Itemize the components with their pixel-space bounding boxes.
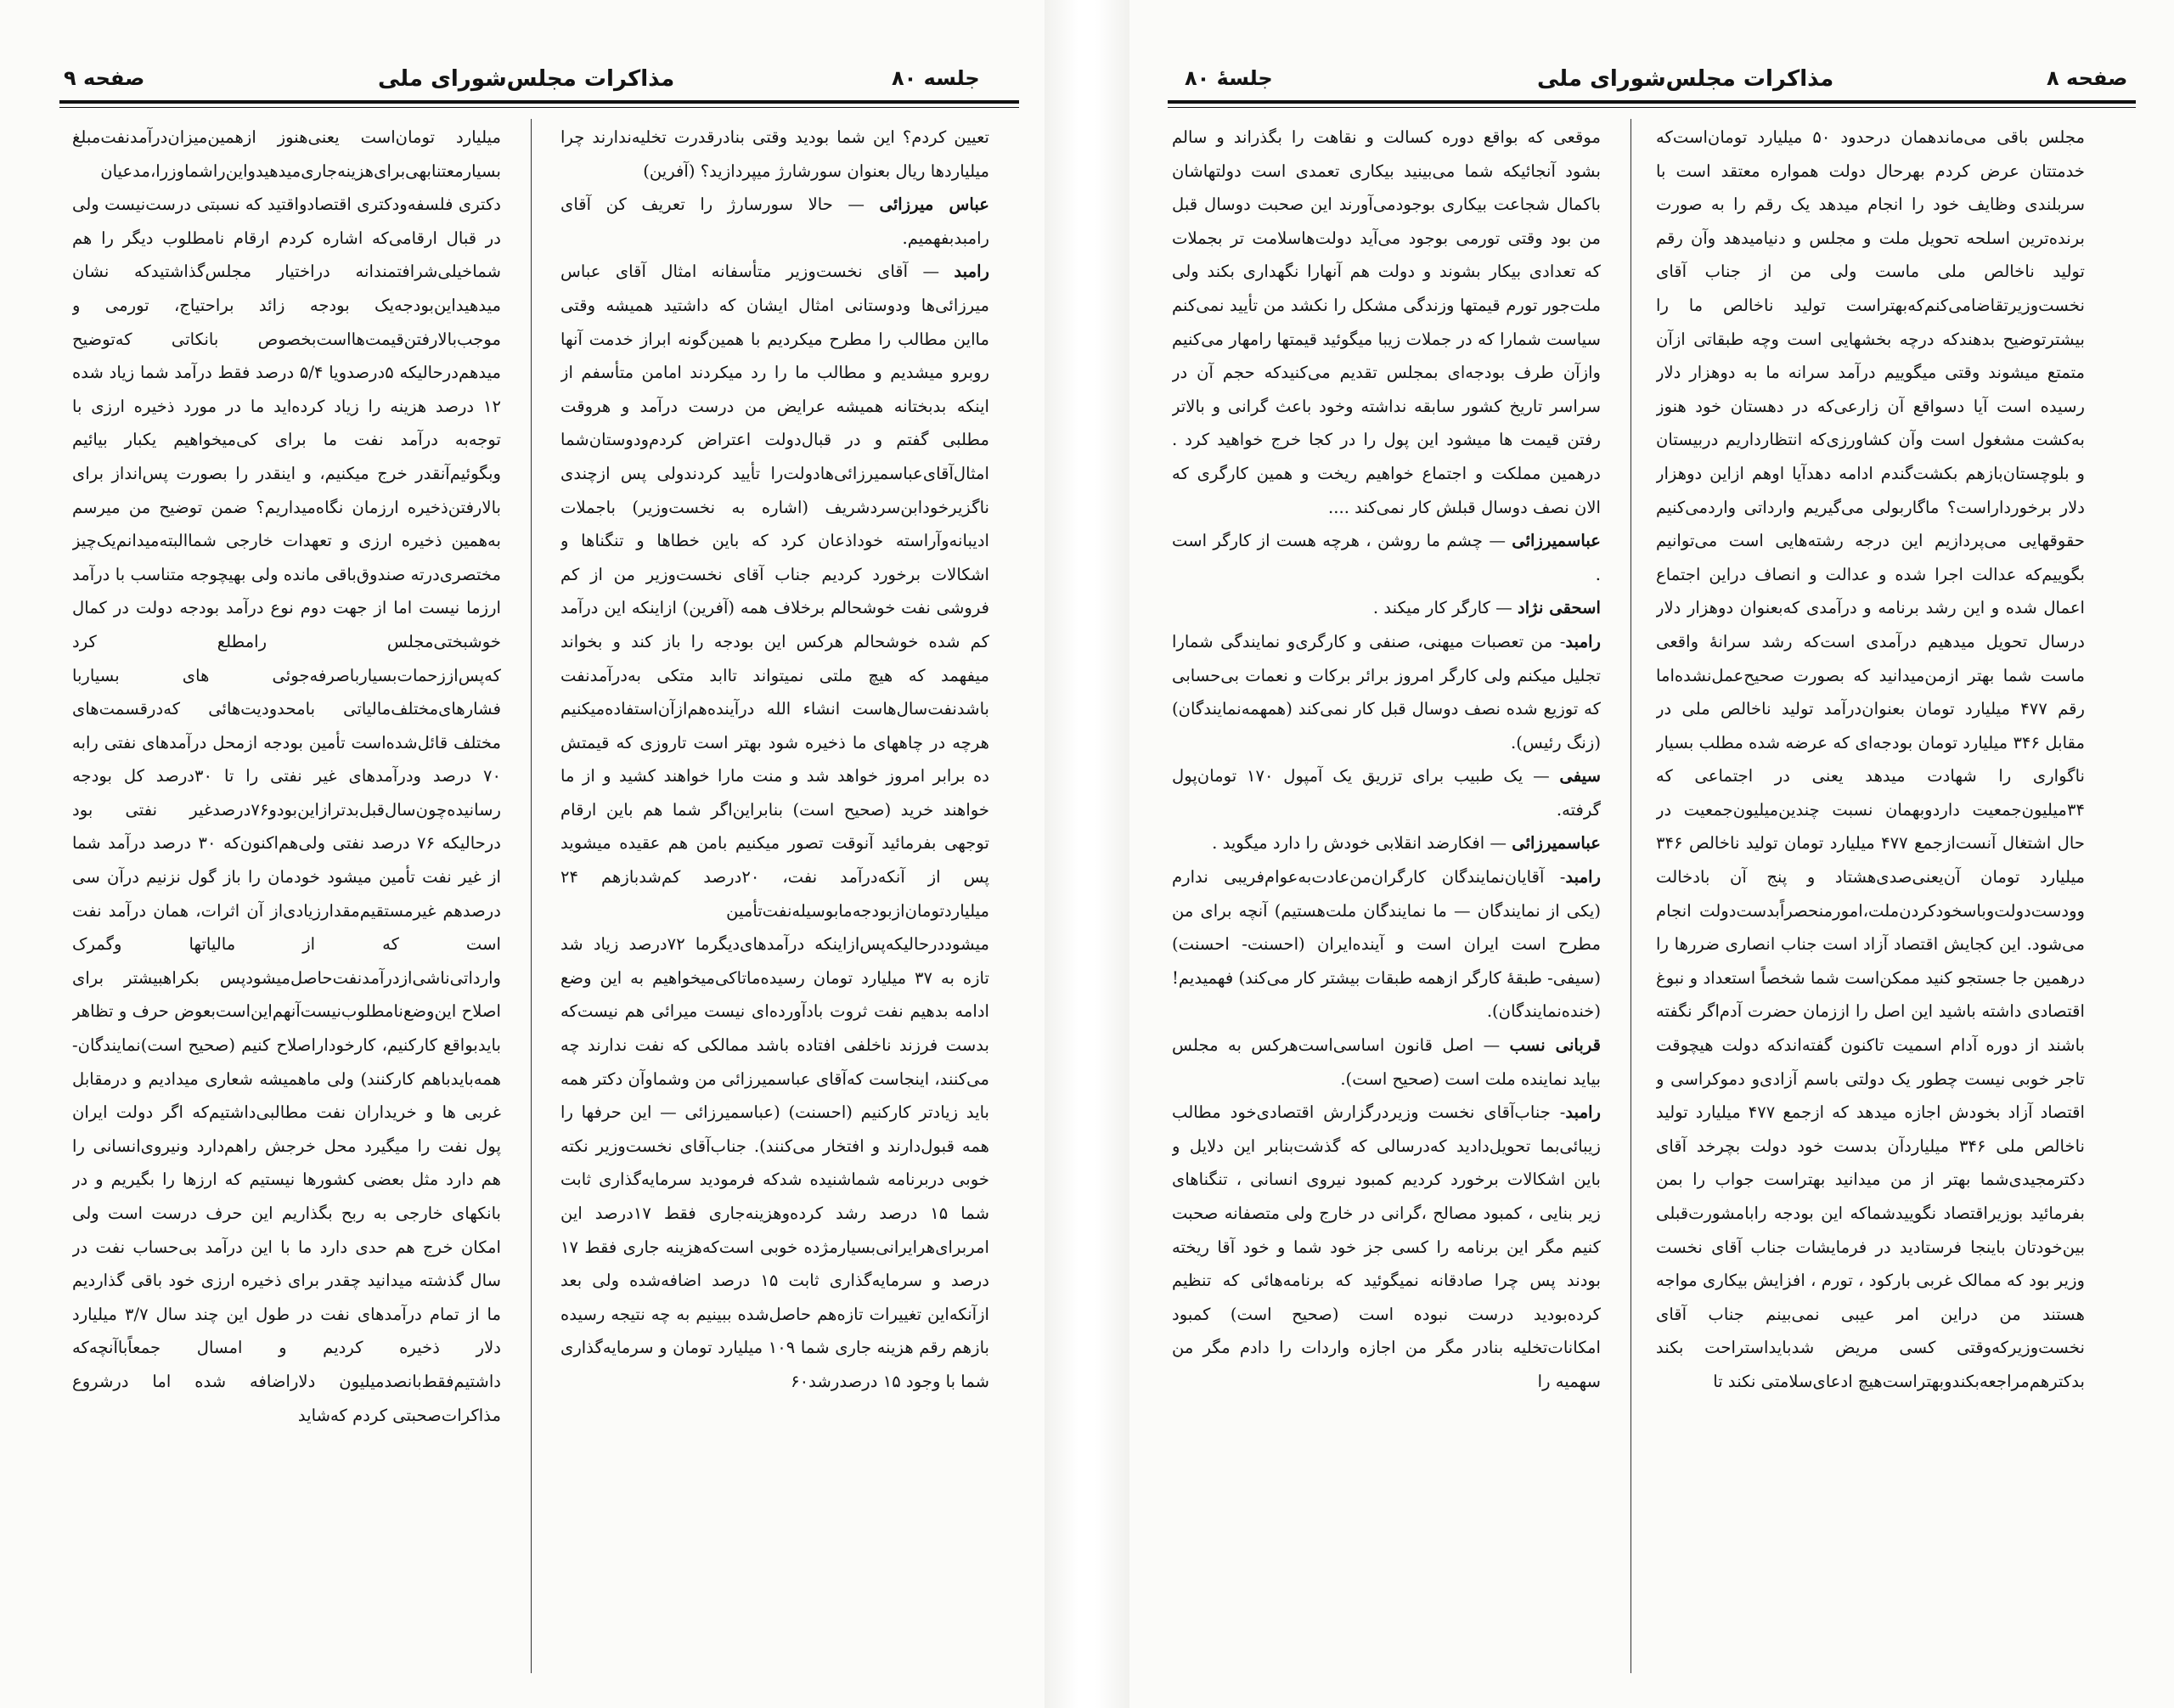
paragraph bbox=[560, 188, 989, 255]
paragraph bbox=[72, 121, 501, 1432]
paragraph-text: تعیین کردم؟ این شما بودید وقتی بنادرقدرت تخلیه‌ندارند چرا میلیاردها ریال بعنوان سورشارژ میپردازید؟ (آفرین) bbox=[560, 127, 989, 181]
paragraph-text: — حالا سورسارژ را تعریف کن آقای رامبدبفهمیم. bbox=[560, 194, 989, 248]
speaker-name: عباسمیرزائی bbox=[1512, 833, 1601, 854]
header-rule bbox=[1168, 100, 2136, 104]
paragraph-text: - جناب‌آقای نخست وزیردرگزارش اقتصادی‌خود مطالب زیبائی‌بما تحویل‌دادید که‌درسالی که گذشت‌بنابر این دلایل و باین اشکالات برخورد کردیم کمبود نیروی انسانی ، تنگناهای زیر بنایی ، کمبود مصالح ،گرانی در خارج ولی متصفانه صحبت کنیم مگر این برنامه را کسی جز خود شما و خود آقا ریخته بودند پس چرا صادقانه نمیگوئید که برنامه‌هائی که تنظیم کرده‌بودید درست نبوده است (صحیح است) کمبود امکانات‌تخلیه بنادر مگر من اجازه واردات را دادم مگر من سهمیه را bbox=[1172, 1102, 1601, 1391]
paragraph-text: مجلس باقی می‌ماندهمان درحدود ۵۰ میلیارد تومان‌است‌که خدمتتان عرض کردم بهرحال دولت همواره معتقد است با سربلندی وظایف خود را انجام میدهد یک رقم را به صورت برنده‌ترین اسلحه تحویل ملت و مجلس و دنیامیدهد وآن رقم تولید ناخالص ملی ماست ولی من از جناب آقای نخست‌وزیرتقاضامی‌کنم‌که‌بهتراست تولید ناخالص ما را بیشترتوضیح بدهند‌که درچه بخشهایی است وچه طبقاتی ازآن متمتع میشوند وقتی میگوییم درآمد سرانه ما به دوهزار دلار رسیده است آیا دسواقع آن زارعی‌که در دهستان خود هنوز به‌کشت مشغول است وآن کشاورزی‌که انتظارداریم دربیستان و بلوچستان‌بازهم بکشت‌گندم ادامه دهدآیا اوهم ازاین دوهزار دلار برخورداراست؟ ماگاربولی می‌گیریم وارداتی واردمی‌کنیم حقوقهایی می‌پردازیم این درجه رشته‌هایی است می‌توانیم بگوییم‌که عدالت اجرا شده و عدالت و انصاف دراین اجتماع اعمال شده و این رشد برنامه و درآمدی که‌بعنوان دوهزار دلار درسال تحویل میدهیم درآمدی است‌که رشد سرانهٔ واقعی ماست شما بهتر ازمن‌میدانید که بصورت صحیح‌عمل‌نشده‌اما رقم ۴۷۷ میلیارد تومان بعنوان‌درآمد تولید ناخالص ملی در مقابل ۳۴۶ میلیارد تومان بودجه‌ای که عرضه شده مطلب بسیار ناگواری را شهادت میدهد یعنی در اجتماعی که ۳۴میلیون‌جمعیت دارد‌و‌بهمان نسبت چندین‌میلیون‌جمعیت در حال اشتغال آنست‌ازجمع ۴۷۷ میلیارد تومان تولید ناخالص ۳۴۶ میلیارد تومان آن‌یعنی‌صدی‌هشتاد و پنج آن بادخالت وودست‌دولت‌و‌باسخود‌کردن‌ملت،امور‌منحصراً‌بدست‌دولت انجام می‌شود. این کجایش اقتصاد آزاد است جناب انصاری ضررها را درهمین جا جستجو کنید ممکن‌است شما شخصاً استعداد و نبوغ اقتصادی داشته باشید این اصل را اززمان حضرت آدم‌اگر نگفته باشند از دوره آدام اسمیت تاکنون گفته‌اندکه دولت هیچوقت تاجر خوبی نیست چطور یک دولتی باسم آزادی‌و دموکراسی و اقتصاد آزاد بخودش اجازه میدهد که ازجمع ۴۷۷ میلیارد تولید ناخالص ملی ۳۴۶ میلیاردآن بدست خود دولت بچرخد آقای دکترمجیدی‌شما بهتر از من میدانید بهتراست جواب را بمن بفرمائید بوزیراقتصاد نگوییدشماکه این بودجه رابامشورت‌قبلی بین‌خودتان باینجا فرستادید در فرمایشات جناب آقای نخست وزیر بود که ممالک غربی بارکود ، تورم ، افزایش بیکاری مواجه هستند من دراین امر عیبی نمی‌بینم جناب آقای نخست‌وزیرکه‌وقتی کسی مریض شدبایداستراحت بکند بدکترهم‌مراجعه‌بکندو‌بهتراست‌هیچ ادعای‌سلامتی نکند تا bbox=[1656, 127, 2085, 1391]
speaker-name: رامبد bbox=[1565, 631, 1601, 651]
journal-title: مذاکرات مجلس‌شورای ملی bbox=[378, 66, 675, 92]
speaker-name: اسحقی نژاد bbox=[1517, 598, 1601, 618]
session-number: جلسهٔ ۸۰ bbox=[1185, 66, 1273, 90]
speaker-name: عباسمیرزائی bbox=[1512, 531, 1601, 551]
paragraph-text: — افکار‌ضد انقلابی خودش را دارد میگوید . bbox=[1212, 833, 1512, 854]
right-page bbox=[1129, 0, 2174, 1708]
text-column-right bbox=[560, 121, 989, 1683]
column-divider bbox=[1630, 119, 1631, 1673]
paragraph-text: — اصل قانون اساسی‌است‌هرکس به مجلس بیاید نماینده ملت است (صحیح است). bbox=[1172, 1035, 1601, 1089]
paragraph-text: — چشم ما روشن ، هرچه هست از کارگر است . bbox=[1172, 531, 1601, 584]
header-rule bbox=[59, 100, 1019, 104]
paragraph bbox=[1172, 826, 1601, 860]
page-label: صفحه ۸ bbox=[2047, 66, 2128, 90]
left-page bbox=[0, 0, 1045, 1708]
paragraph-text: — کارگر کار میکند . bbox=[1372, 598, 1518, 618]
header-rule-thin bbox=[59, 107, 1019, 108]
paragraph bbox=[560, 121, 989, 188]
paragraph bbox=[1172, 524, 1601, 591]
paragraph bbox=[1172, 1096, 1601, 1398]
speaker-name: رامبد bbox=[954, 262, 989, 282]
speaker-name: رامبد bbox=[1565, 1102, 1601, 1123]
paragraph bbox=[1172, 121, 1601, 524]
paragraph-text: موقعی که بواقع دوره کسالت و نقاهت را بگذراند و سالم بشود آنجائیکه شما می‌بینید بیکاری تعمدی است دولتهاشان باکمال شجاعت بیکاری بوجودمی‌آورند این صحبت دوسال قبل من بود وقتی تورمی بوجود می‌آید دولت‌هاسلامت تر بجملات که تعدادی بیکار بشوند و دولت هم آنهارا نگهداری بکند ولی ملت‌جور تورم قیمتها وزندگی مشکل را نکشد من تأیید نمی‌کنم سیاست شمارا که در جملات زیبا میگوئید قیمتها رامهار می‌کنیم وازآن طرف بودجه‌ای بمجلس تقدیم می‌کنید‌که حجم آن در سراسر تاریخ کشور سابقه نداشته وخود باعث گرانی و بالاتر رفتن قیمت ها میشود این پول را در کجا خرج خواهید کرد . درهمین مملکت و اجتماع خواهیم ریخت و همین کارگری که الان نصف دوسال قبلش کار نمی‌کند .... bbox=[1172, 127, 1601, 517]
text-column-right bbox=[1656, 121, 2085, 1683]
speaker-name: رامبد bbox=[1565, 867, 1601, 888]
column-divider bbox=[531, 119, 532, 1673]
paragraph-text: - آقایان‌نمایندگان کارگران‌من‌عادت‌به‌عوام‌فریبی ندارم (یکی از نمایندگان — ما نمایندگان ملت‌هستیم) آنچه برای من مطرح است ایران است و آینده‌ایران (احسنت- احسنت) (سیفی- طبقهٔ کارگر ازهمه طبقات بیشتر کار می‌کند) فهمیدیم!(خنده‌نمایندگان). bbox=[1172, 867, 1601, 1022]
paragraph bbox=[1172, 591, 1601, 625]
text-column-left bbox=[72, 121, 501, 1683]
paragraph bbox=[1172, 625, 1601, 759]
speaker-name: قربانی نسب bbox=[1509, 1035, 1601, 1056]
speaker-name: سیفی bbox=[1559, 766, 1601, 786]
header-rule-thin bbox=[1168, 107, 2136, 108]
paragraph-text: — یک طبیب برای تزریق یک آمپول ۱۷۰ تومان‌پول گرفته. bbox=[1172, 766, 1601, 820]
paragraph-text: — آقای نخست‌وزیر متأسفانه امثال آقای عباس میرزائی‌ها ودوستانی امثال ایشان که داشتید همیشه وقتی مااین مطالب را مطرح میکردیم با همین‌گونه ابراز خدمت آنها روبرو میشدیم و مطالب ما را رد میکردند امامن متأسفم از اینکه بدبختانه همیشه عرایض من درست درآمد و هروقت مطلبی گفتم و در قبال‌دولت اعتراض کردم‌ودوستان‌شما امثال‌آقای‌عباسمیرزائی‌هادولت‌را تأیید کردندولی پس ازچندی ناگزیرخودابن‌سردشریف (اشاره به نخست‌وزیر) باجملات ادیبانه‌وآراسته خوداذعان کرد که باین خطاها و تنگناها و اشکالات برخورد کردیم جناب آقای نخست‌وزیر من از کم فروشی نفت خوشحالم برخلاف همه (آفرین) ازاینکه این درآمد کم شده خوشحالم هرکس این بودجه را باز کند و بخواند میفهمد که هیچ ملتی نمیتواند تاابد متکی به‌درآمدنفت باشدنفت‌سال‌ها‌ست انشاء الله درآینده‌هم‌ازآن‌استفاده‌میکنیم هرچه در چاههای ما ذخیره شود بهتر است تاروزی که قیمتش ده برابر امروز خواهد شد و منت مارا خواهند کشید و از ما خواهند خرید (صحیح است) بنابراین‌اگر شما هم باین ارقام توجهی بفرمائید آنوقت تصور میکنیم بامن هم عقیده میشوید پس از آنکه‌درآمد نفت، ۲۰درصد کم‌شد‌باز‌هم ۲۴ میلیاردتومان‌ازبودجه‌مابوسیله‌نفت‌تأمین میشودد‌رحالیکه‌پس‌ازاینکه درآمدهای‌دیگرما ۷۲درصد زیاد شد تازه به ۳۷ میلیارد تومان رسیده‌ماتاکی‌میخواهیم به این وضع ادامه بدهیم نفت ثروت بادآورده‌ای نیست میرائی هم نیست‌که بدست فرزند ناخلفی افتاده باشد ممالکی که نفت ندارند چه می‌کنند، اینجاست که‌آقای عباسمیرزائی من وشماوآن دکتر همه باید زیادتر کارکنیم (احسنت) (عباسمیرزائی — این حرفها را همه قبول‌دارند و افتخار می‌کنند). جناب‌آقای نخست‌وزیر نکته خوبی دربرنامه شماشنیده شدکه فرمودید سرمایه‌گذاری ثابت شما ۱۵ درصد رشد کرده‌وهزینه‌جاری فقط ۱۷درصد این امربرای‌هرایرانی‌بسیارمژده خوبی است‌که‌هزینه جاری فقط ۱۷ درصد و سرمایه‌گذاری ثابت ۱۵ درصد اضافه‌شده ولی بعد ازآنکه‌این تغییرات تازه‌هم حاصل‌شده ببینیم به چه نتیجه رسیده بازهم رقم هزینه جاری شما ۱۰۹ میلیارد تومان و سرمایه‌گذاری شما با وجود ۱۵ درصدرشد۶۰ bbox=[560, 262, 989, 1391]
journal-title: مذاکرات مجلس‌شورای ملی bbox=[1537, 66, 1834, 92]
paragraph bbox=[1172, 860, 1601, 1029]
paragraph bbox=[1656, 121, 2085, 1399]
session-number: جلسه ۸۰ bbox=[892, 66, 980, 90]
book-gutter bbox=[1045, 0, 1129, 1708]
page-label: صفحه ۹ bbox=[64, 66, 145, 90]
paragraph bbox=[1172, 759, 1601, 826]
speaker-name: عباس میرزائی bbox=[879, 194, 989, 215]
text-column-left bbox=[1172, 121, 1601, 1683]
paragraph bbox=[560, 255, 989, 1398]
paragraph bbox=[1172, 1029, 1601, 1096]
paragraph-text: - من تعصبات میهنی، صنفی و کارگری‌و نمایندگی شمارا تجلیل میکنم ولی کارگر امروز برائر برکات و نعمات بی‌حسابی که توزیع شده نصف دوسال قبل کار نمی‌کند (همهمه‌نمایندگان) (زنگ رئیس). bbox=[1172, 631, 1601, 753]
paragraph-text: میلیارد تومان‌است یعنی‌هنوز ازهمین‌میزان‌درآمدنفت‌مبلغ بسیارمعتنابهی‌برای‌هزینه‌جاری‌میدهیدواین‌راشماوزرا،مدعیان دکتری فلسفه‌ودکتری اقتصادواقتید که نسبتی درست‌نیست ولی در قبال ارقامی‌که اشاره کردم ارقام نامطلوب دیگر را هم شماخیلی‌شرافتمندانه دراختیار مجلس‌گذاشتید‌که نشان میدهیداین‌بودجه‌یک بودجه زائد براحتیاج، تورمی و موجب‌بالارفتن‌قیمت‌هااست‌بخصوص بانکاتی که‌توضیح میدهم‌درحالیکه ۵درصدویا ۵/۴ درصد فقط درآمد شما زیاد شده ۱۲ درصد هزینه را زیاد کرده‌اید ما در مورد ذخیره ارزی با توجه‌به درآمد نفت ما برای کی‌میخواهیم یکبار بیائیم وبگوئیم‌آنقدر خرج میکنیم، و اینقدر را بصورت پس‌انداز برای بالارفتن‌ذخیره ارزمان نگاه‌میداریم؟ ضمن توضیح من میرسم به‌همین ذخیره ارزی و تعهدات خارجی شماالبته‌میدانم‌یک‌چیز مختصری‌درته صندوق‌باقی مانده ولی بهیچوجه متناسب با درآمد ارزما نیست اما از جهت دوم نوع درآمد بودجه دولت در کمال خوشبختی‌مجلس رامطلع کرد که‌پس‌ازز‌حمات‌بسیار‌باصرفه‌جوئی های بسیار‌با فشارهای‌مختلف‌مالیاتی بامحدودیت‌هائی که‌درقسمت‌های مختلف قائل‌شده‌است تأمین بودجه از‌محل درآمدهای نفتی رابه ۷۰ درصد ودرآمدهای غیر نفتی را تا ۳۰درصد کل بودجه رسانیده‌چون‌سال‌قبل‌بدتراز‌این‌بودو۷۶درصد‌غیر نفتی بود درحالیکه ۷۶ درصد نفتی ولی‌هم‌اکنون‌که ۳۰ درصد درآمد شما از غیر نفت تأمین میشود خودمان را باز گول نزنیم درآن سی درصدهم غیرمستقیم‌مقدارزیادی‌از آن اثرات، همان درآمد نفت است که از مالیاتها وگمرک وارداتی‌ناشی‌از‌درآمدنفت‌حاصل‌میشود‌پس بکراهبیشتر برای اصلاح این‌وضع‌نامطلوب‌نیست‌آنهم‌این‌است‌بعوض حرف و تظاهر بایدبواقع کارکنیم، کارخوداراصلاح کنیم (صحیح است)نمایندگان- همه‌باید‌باهم کارکنند) ولی ماهمیشه شعاری میدادیم و درمقابل غربی ها و خریداران نفت مطالبی‌داشتیم‌که اگر دولت ایران پول نفت را میگیرد محل خرجش راهم‌دارد ونیروی‌انسانی را هم دارد مثل بعضی کشورها نیستیم که ارزها را بگیریم و در بانکهای خارجی به ربح بگذاریم این حرف درست است ولی امکان خرج هم حدی دارد ما با این درآمد بی‌حساب نفت در سال گذشته میدانید چقدر برای ذخیره ارزی خود باقی گذاردیم ما از تمام درآمدهای نفت در طول این چند سال ۳/۷ میلیارد دلار ذخیره کردیم و امسال جمعاً‌باآنچه‌که داشتیم‌فقط‌بانصدمیلیون دلاراضافه شده اما درشروع مذاکرات‌صحبتی کردم که‌شاید bbox=[72, 127, 501, 1425]
